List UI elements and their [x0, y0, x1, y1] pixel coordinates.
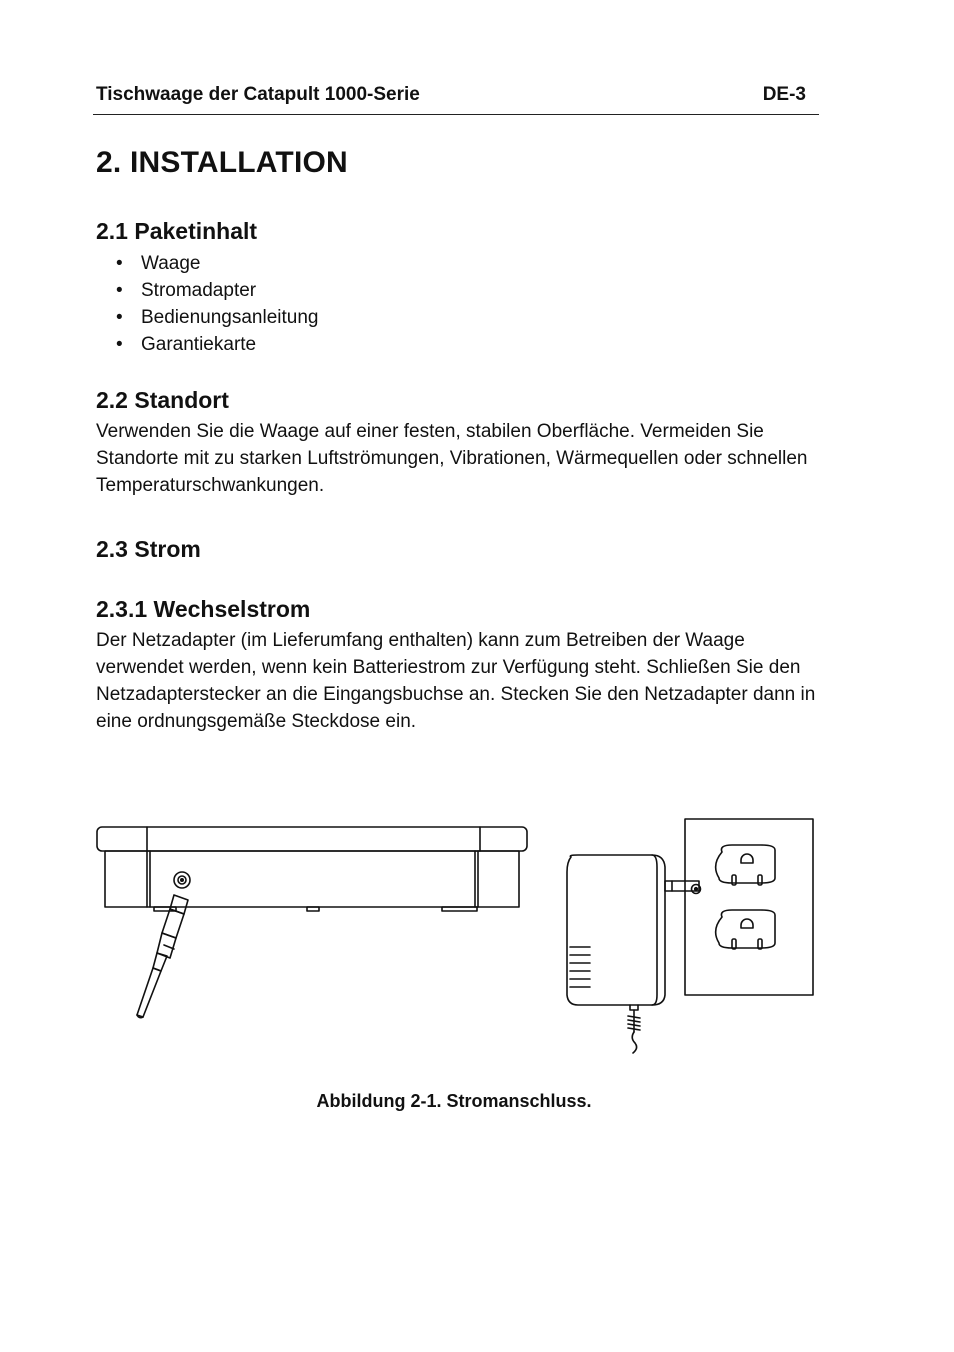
list-item: • Stromadapter — [116, 277, 319, 304]
dc-plug-icon — [137, 895, 188, 1018]
contents-list — [116, 250, 319, 358]
ac-paragraph: Der Netzadapter (im Lieferumfang enthalten) kann zum Betreiben der Waage verwendet werden, wenn kein Batteriestrom zur Verfügung steht. Schließen Sie den Netzadapterstecker an die Eingangsbuchse an. Stecken Sie den Netzadapter dann in eine ordnungsgemäße Steckdose ein. — [96, 630, 816, 732]
section-heading-location: 2.2 Standort — [96, 387, 229, 413]
power-jack-icon — [174, 872, 190, 888]
page-number: DE-3 — [762, 84, 806, 105]
ac-adapter-icon — [567, 855, 699, 1053]
figure-caption: Abbildung 2-1. Stromanschluss. — [316, 1091, 592, 1111]
power-connection-figure — [92, 812, 822, 1057]
chapter-title: 2. INSTALLATION — [96, 146, 348, 179]
running-header — [96, 84, 806, 110]
list-item: • Waage — [116, 250, 319, 277]
bullet: • — [116, 280, 123, 301]
bullet: • — [116, 307, 123, 328]
bullet: • — [116, 334, 123, 355]
bullet: • — [116, 253, 123, 274]
header-title: Tischwaage der Catapult 1000-Serie — [96, 84, 420, 105]
section-heading-contents: 2.1 Paketinhalt — [96, 218, 258, 244]
section-heading-power: 2.3 Strom — [96, 536, 201, 562]
scale-side-view-icon — [97, 827, 527, 911]
location-paragraph: Verwenden Sie die Waage auf einer festen, stabilen Oberfläche. Vermeiden Sie Standorte mit zu starken Luftströmungen, Vibrationen, Wärmequellen oder schnellen Temperaturschwankungen. — [96, 421, 808, 496]
header-rule — [93, 114, 819, 115]
list-item: • Garantiekarte — [116, 331, 319, 358]
wall-outlet-icon — [685, 819, 813, 995]
list-item: • Bedienungsanleitung — [116, 304, 319, 331]
section-heading-ac: 2.3.1 Wechselstrom — [96, 596, 311, 622]
